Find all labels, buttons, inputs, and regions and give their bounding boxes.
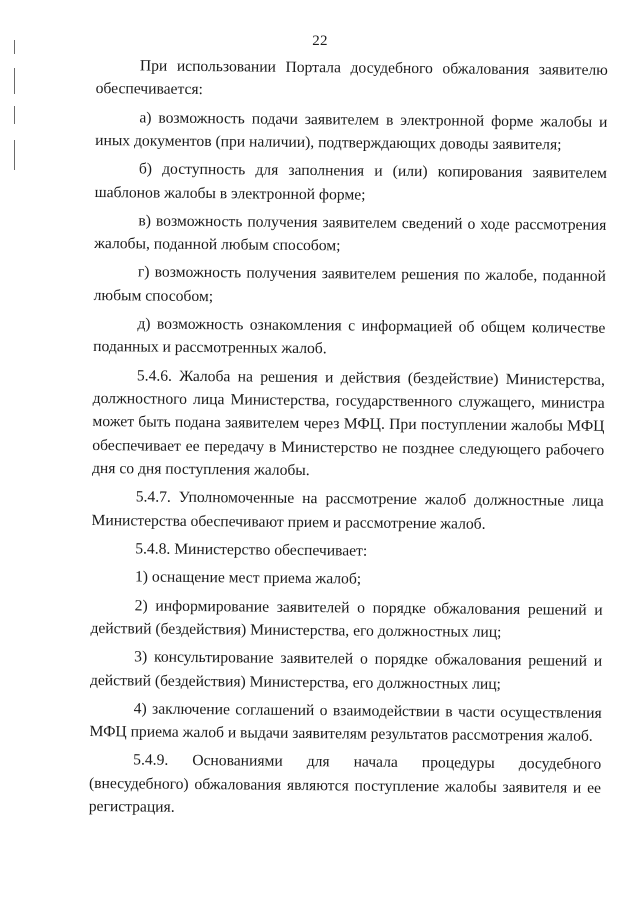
clause-5-4-7: 5.4.7. Уполномоченные на рассмотрение жалоб должностные лица Министерства обеспечивают прием и рассмотрение жалоб. [91,488,604,533]
scan-edge-mark [14,106,15,124]
scan-edge-mark [14,140,15,170]
scan-edge-mark [14,68,15,94]
list-item-3: 3) консультирование заявителей о порядке обжалования решений и действий (бездействия) Министерства, его должностных лиц; [89,648,603,693]
list-item-b: б) доступность для заполнения и (или) копирования заявителем шаблонов жалобы в электронной форме; [94,160,607,204]
paragraph-portal-intro: При использовании Портала досудебного обжалования заявителю обеспечивается: [95,57,608,99]
clause-5-4-8: 5.4.8. Министерство обеспечивает: [135,540,368,560]
list-item-g: г) возможность получения заявителем решения по жалобе, поданной любым способом; [93,263,606,305]
page-number: 22 [312,33,328,49]
list-item-4: 4) заключение соглашений о взаимодействии в части осуществления МФЦ приема жалоб и выдачи заявителям результатов рассмотрения жалоб. [89,700,602,745]
clause-5-4-9: 5.4.9. Основаниями для начала процедуры досудебного (внесудебного) обжалования являются поступление жалобы заявителя и ее регистрация. [88,751,602,816]
list-item-1: 1) оснащение мест приема жалоб; [134,568,362,588]
document-body [89,54,608,828]
list-item-a: а) возможность подачи заявителем в электронной форме жалобы и иных документов (при наличии), подтверждающих доводы заявителя; [95,109,608,154]
list-item-2: 2) информирование заявителей о порядке обжалования решений и действий (бездействия) Министерства, его должностных лиц; [90,596,603,641]
list-item-d: д) возможность ознакомления с информацией об общем количестве поданных и рассмотренных жалоб. [93,315,606,358]
clause-5-4-6: 5.4.6. Жалоба на решения и действия (бездействие) Министерства, должностного лица Министерства, государственного служащего, министра может быть подана заявителем через МФЦ. При поступлении жалобы МФЦ обеспечивает ее передачу в Министерство не позднее следующего рабочего дня со дня поступления жалобы. [91,367,605,480]
list-item-v: в) возможность получения заявителем сведений о ходе рассмотрения жалобы, поданной любым способом; [94,212,607,255]
